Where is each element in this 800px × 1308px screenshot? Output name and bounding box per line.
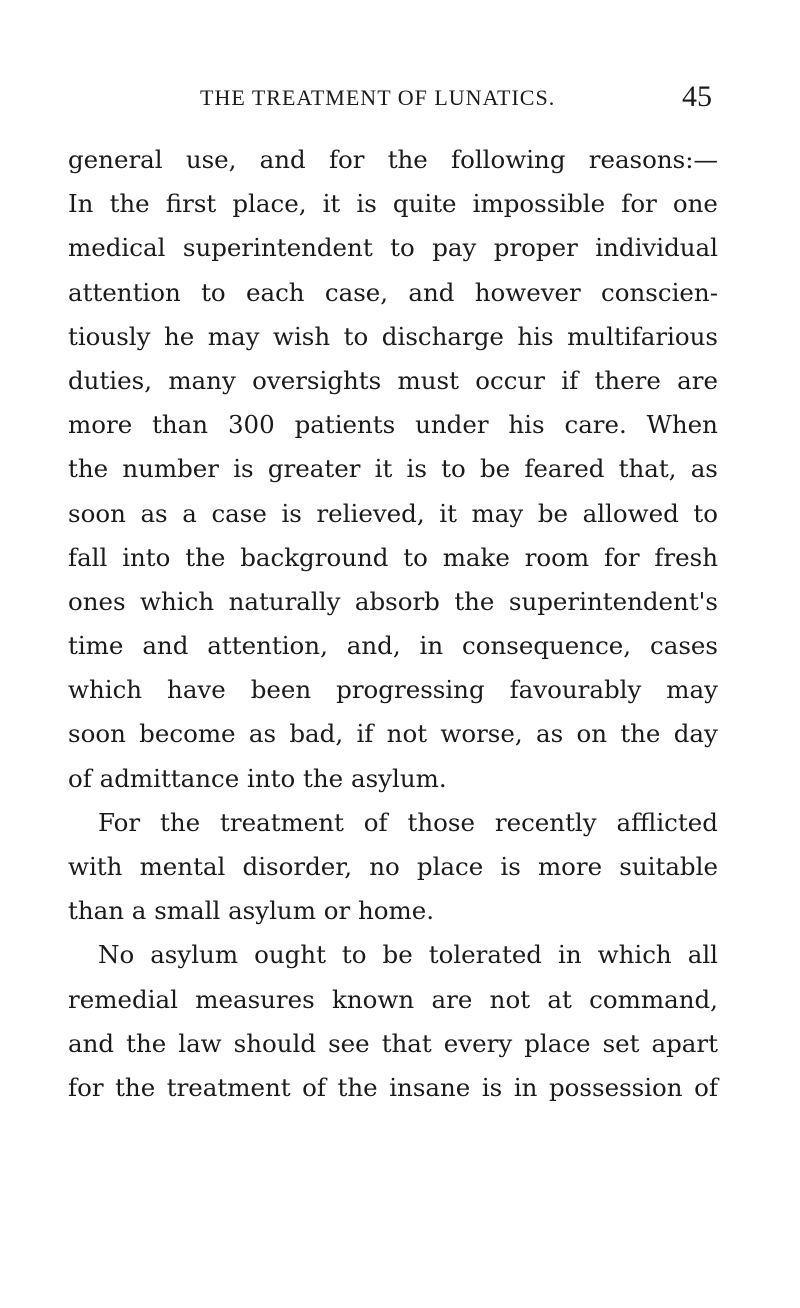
text-line: duties, many oversights must occur if there are xyxy=(68,365,718,395)
text-line: tiously he may wish to discharge his multifarious xyxy=(68,321,718,351)
text-line: with mental disorder, no place is more suitable xyxy=(68,852,718,881)
text-line: of admittance into the asylum. xyxy=(68,763,447,793)
text-line: medical superintendent to pay proper individual xyxy=(68,233,718,263)
text-line: For the treatment of those recently afflicted xyxy=(98,807,718,837)
text-line: which have been progressing favourably may xyxy=(68,675,718,705)
text-line: soon as a case is relieved, it may be allowed to xyxy=(68,498,718,528)
text-line: more than 300 patients under his care. When xyxy=(68,410,718,440)
text-line: fall into the background to make room for fresh xyxy=(68,542,718,572)
text-line: general use, and for the following reasons:— xyxy=(68,145,718,174)
text-line: attention to each case, and however conscien- xyxy=(68,277,718,307)
page-number: 45 xyxy=(682,80,712,113)
text-line: No asylum ought to be tolerated in which all xyxy=(98,940,718,970)
text-line: soon become as bad, if not worse, as on the day xyxy=(68,719,718,749)
running-head-title: THE TREATMENT OF LUNATICS. xyxy=(200,85,556,110)
text-line: the number is greater it is to be feared that, as xyxy=(68,454,718,484)
text-line: for the treatment of the insane is in possession of xyxy=(68,1072,718,1102)
text-line: ones which naturally absorb the superintendent's xyxy=(68,586,718,616)
text-line: and the law should see that every place set apart xyxy=(68,1028,718,1058)
text-line: In the first place, it is quite impossible for one xyxy=(68,189,718,219)
text-line: than a small asylum or home. xyxy=(68,896,435,926)
text-line: time and attention, and, in consequence, cases xyxy=(68,631,718,661)
text-line: remedial measures known are not at command, xyxy=(68,984,718,1014)
body-text xyxy=(68,138,718,1110)
